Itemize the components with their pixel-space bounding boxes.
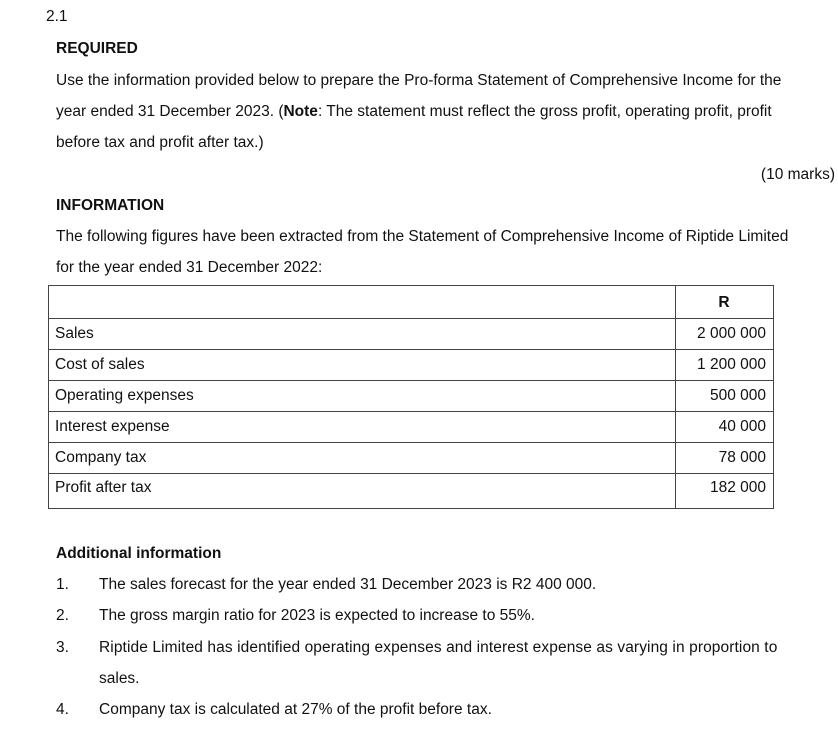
item-text: The sales forecast for the year ended 31 December 2023 is R2 400 000.	[99, 576, 597, 593]
row-label: Profit after tax	[49, 474, 676, 509]
required-line-2	[56, 103, 772, 121]
row-amount: 1 200 000	[676, 350, 774, 381]
table-row	[49, 381, 774, 412]
table-row	[49, 319, 774, 350]
required-heading: REQUIRED	[56, 40, 138, 57]
item-text-continued: sales.	[99, 670, 140, 687]
table-header-row	[49, 286, 774, 319]
currency-header: R	[676, 286, 774, 319]
table-row	[49, 412, 774, 443]
information-heading: INFORMATION	[56, 197, 165, 214]
note-label: Note	[283, 103, 318, 120]
row-label: Cost of sales	[49, 350, 676, 381]
item-number: 3.	[56, 639, 69, 656]
row-amount: 182 000	[676, 474, 774, 509]
table-row	[49, 443, 774, 474]
row-amount: 40 000	[676, 412, 774, 443]
row-amount: 500 000	[676, 381, 774, 412]
table-row	[49, 474, 774, 509]
row-label: Interest expense	[49, 412, 676, 443]
item-text: Company tax is calculated at 27% of the profit before tax.	[99, 701, 492, 718]
question-number: 2.1	[46, 8, 68, 25]
figures-table	[48, 285, 774, 509]
marks-label: (10 marks)	[760, 166, 835, 183]
required-line-3: before tax and profit after tax.)	[56, 134, 264, 151]
row-amount: 2 000 000	[676, 319, 774, 350]
table-row	[49, 350, 774, 381]
row-amount: 78 000	[676, 443, 774, 474]
required-line-2-part1: year ended 31 December 2023. (	[56, 103, 284, 120]
item-number: 2.	[56, 607, 69, 624]
header-label-cell	[49, 286, 676, 319]
row-label: Company tax	[49, 443, 676, 474]
additional-info-heading: Additional information	[56, 545, 222, 562]
row-label: Sales	[49, 319, 676, 350]
required-line-2-part2: : The statement must reflect the gross profit, operating profit, profit	[317, 103, 772, 120]
item-text: Riptide Limited has identified operating expenses and interest expense as varying in proportion to	[99, 639, 778, 656]
information-line-2: for the year ended 31 December 2022:	[56, 259, 323, 276]
item-number: 4.	[56, 701, 69, 718]
item-number: 1.	[56, 576, 69, 593]
required-line-1: Use the information provided below to prepare the Pro-forma Statement of Comprehensive Income for the	[56, 72, 782, 89]
information-line-1: The following figures have been extracted from the Statement of Comprehensive Income of Riptide Limited	[56, 228, 789, 245]
row-label: Operating expenses	[49, 381, 676, 412]
item-text: The gross margin ratio for 2023 is expected to increase to 55%.	[99, 607, 535, 624]
